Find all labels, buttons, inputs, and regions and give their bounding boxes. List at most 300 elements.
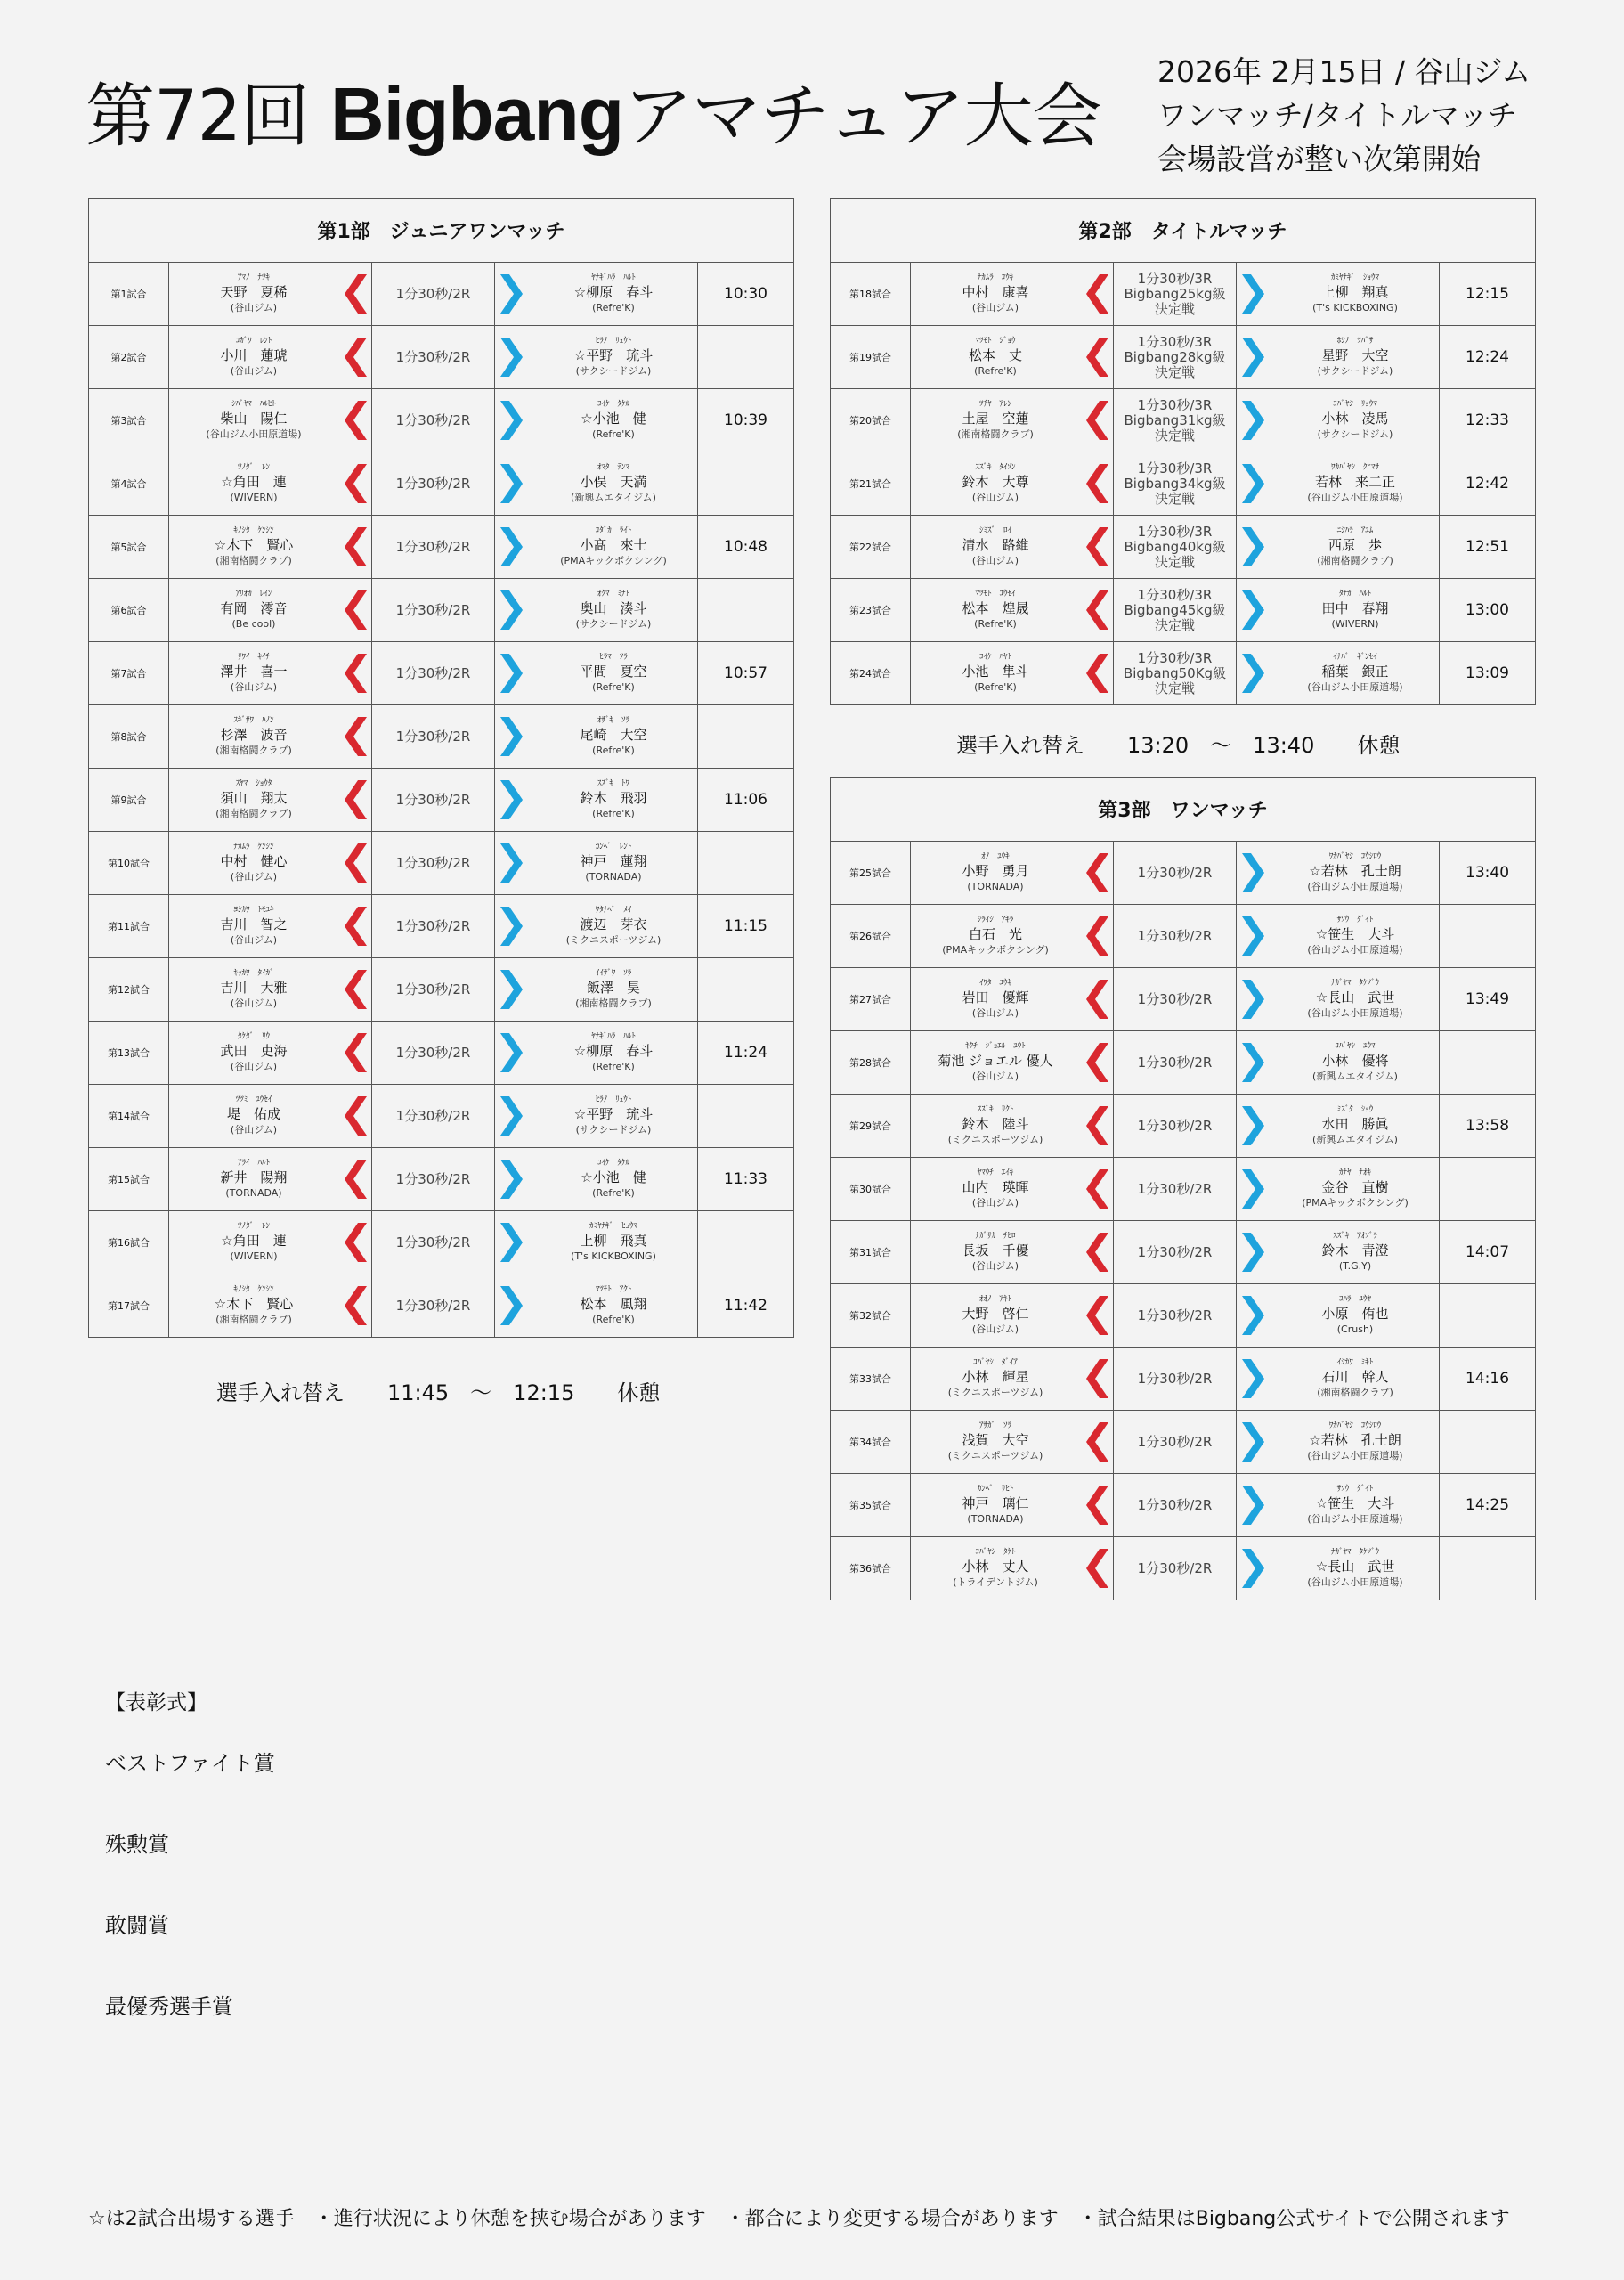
fighter-name: 中村 康喜 (962, 284, 1029, 300)
break-end: 12:15 (513, 1380, 575, 1405)
fighter-name: ☆小池 健 (581, 411, 646, 427)
fighter-gym: (サクシードジム) (1317, 428, 1393, 440)
match-rule: 1分30秒/2R (1114, 1474, 1237, 1537)
red-arrow-icon (1080, 916, 1114, 956)
blue-corner-arrow-cell (1237, 642, 1271, 704)
match-number: 第36試合 (831, 1537, 911, 1600)
red-arrow-icon (338, 654, 372, 693)
fighter-gym: (WIVERN) (230, 1250, 278, 1262)
fighter-name: 中村 健心 (220, 853, 288, 869)
blue-corner-arrow-cell (1237, 1411, 1271, 1473)
match-number: 第24試合 (831, 642, 911, 705)
blue-arrow-icon (1237, 274, 1271, 314)
fighter-kana: ｲｼｶﾜ ﾐｷﾄ (1336, 1358, 1374, 1367)
red-corner-fighter (911, 579, 1080, 641)
blue-arrow-icon (495, 717, 529, 756)
match-number: 第16試合 (89, 1211, 169, 1274)
red-corner-cell (911, 516, 1114, 579)
match-number: 第14試合 (89, 1085, 169, 1148)
blue-corner-cell (495, 1211, 698, 1274)
red-corner-cell (911, 1411, 1114, 1474)
fighter-kana: ｺﾀﾞｶ ﾗｲﾄ (595, 526, 632, 535)
blue-corner-cell (1237, 1031, 1440, 1095)
fighter-gym: (湘南格闘クラブ) (575, 998, 652, 1009)
red-arrow-icon (1080, 980, 1114, 1019)
fighter-gym: (Crush) (1336, 1323, 1374, 1335)
red-arrow-icon (1080, 527, 1114, 566)
break-start: 11:45 (387, 1380, 450, 1405)
red-corner-fighter (169, 516, 338, 578)
fighter-kana: ｵｸﾏ ﾐﾅﾄ (597, 590, 629, 598)
match-row (831, 905, 1536, 968)
fighter-kana: ﾀｹﾀﾞ ﾘｳ (237, 1032, 270, 1041)
blue-arrow-icon (1237, 590, 1271, 630)
break-sep: ～ (1210, 733, 1232, 758)
red-corner-fighter (169, 263, 338, 325)
fighter-kana: ﾋﾗﾉ ﾘｭｳﾄ (595, 1095, 632, 1104)
fighter-kana: ﾂﾉﾀﾞ ﾚﾝ (237, 463, 270, 472)
match-rule: 1分30秒/3R Bigbang28kg級 決定戦 (1114, 326, 1237, 389)
match-number: 第2試合 (89, 326, 169, 389)
red-corner-cell (169, 1022, 372, 1085)
red-corner-cell (169, 832, 372, 895)
fighter-gym: (Refre'K) (592, 1061, 635, 1072)
match-rule: 1分30秒/2R (1114, 1411, 1237, 1474)
fighter-name: ☆笹生 大斗 (1315, 926, 1395, 942)
red-corner-fighter (169, 1022, 338, 1084)
blue-arrow-icon (1237, 1169, 1271, 1209)
fighter-name: ☆笹生 大斗 (1315, 1495, 1395, 1511)
red-corner-arrow-cell (338, 705, 372, 768)
blue-corner-arrow-cell (1237, 516, 1271, 578)
match-number: 第12試合 (89, 958, 169, 1022)
match-row (831, 389, 1536, 452)
blue-arrow-icon (1237, 401, 1271, 440)
red-corner-arrow-cell (1080, 389, 1114, 452)
fighter-kana: ﾀﾅｶ ﾊﾙﾄ (1338, 590, 1371, 598)
fighter-name: 石川 幹人 (1321, 1369, 1389, 1385)
match-rule: 1分30秒/3R Bigbang50Kg級 決定戦 (1114, 642, 1237, 705)
blue-corner-fighter (1271, 1031, 1440, 1094)
event-date-venue: 2026年 2月15日 / 谷山ジム (1157, 54, 1531, 89)
match-rule: 1分30秒/2R (372, 705, 495, 769)
red-corner-arrow-cell (338, 958, 372, 1021)
red-corner-fighter (169, 642, 338, 704)
fighter-gym: (谷山ジム) (230, 998, 278, 1009)
blue-corner-fighter (1271, 1095, 1440, 1157)
fighter-kana: ｽﾔﾏ ｼｮｳﾀ (235, 779, 272, 788)
blue-corner-cell (1237, 452, 1440, 516)
match-time: 12:33 (1440, 389, 1536, 452)
blue-corner-fighter (1271, 1537, 1440, 1600)
match-row (89, 642, 794, 705)
match-time (1440, 1158, 1536, 1221)
break-sep: ～ (470, 1380, 492, 1405)
match-rule: 1分30秒/2R (372, 1274, 495, 1338)
fighter-gym: (T's KICKBOXING) (1312, 302, 1398, 314)
red-arrow-icon (338, 780, 372, 819)
red-arrow-icon (1080, 654, 1114, 693)
blue-corner-cell (495, 579, 698, 642)
fighter-gym: (T.G.Y) (1338, 1260, 1372, 1272)
fighter-name: 大野 啓仁 (962, 1306, 1029, 1322)
fighter-kana: ｱｻｶﾞ ｿﾗ (978, 1421, 1011, 1430)
fighter-kana: ｷﾉｼﾀ ｹﾝｼﾝ (233, 1285, 274, 1294)
match-row (831, 1158, 1536, 1221)
fighter-kana: ﾆｼﾊﾗ ｱﾕﾑ (1336, 526, 1374, 535)
blue-corner-cell (1237, 1158, 1440, 1221)
match-number: 第34試合 (831, 1411, 911, 1474)
red-corner-fighter (911, 1474, 1080, 1536)
fighter-gym: (TORNADA) (225, 1187, 282, 1199)
blue-corner-cell (1237, 1537, 1440, 1600)
blue-corner-fighter (529, 1274, 698, 1337)
red-corner-cell (169, 389, 372, 452)
fighter-name: 小髙 來士 (580, 537, 647, 553)
blue-corner-cell (1237, 1221, 1440, 1284)
match-number: 第30試合 (831, 1158, 911, 1221)
fighter-gym: (Refre'K) (592, 428, 635, 440)
fighter-kana: ｻﾜｲ ｷｲﾁ (237, 653, 270, 662)
match-number: 第10試合 (89, 832, 169, 895)
fighter-gym: (T's KICKBOXING) (571, 1250, 656, 1262)
fighter-gym: (湘南格闘クラブ) (215, 808, 292, 819)
match-time (698, 1085, 794, 1148)
match-rule: 1分30秒/3R Bigbang45kg級 決定戦 (1114, 579, 1237, 642)
match-time (698, 1211, 794, 1274)
fighter-name: 小野 勇月 (962, 863, 1029, 879)
blue-arrow-icon (1237, 1296, 1271, 1335)
blue-arrow-icon (495, 590, 529, 630)
fighter-name: 新井 陽翔 (220, 1169, 288, 1185)
fighter-kana: ｼﾗｲｼ ｱｷﾗ (977, 916, 1014, 924)
red-corner-cell (169, 895, 372, 958)
fighter-name: 杉澤 波音 (220, 727, 288, 743)
red-corner-fighter (911, 1221, 1080, 1283)
fighter-kana: ﾜｶﾊﾞﾔｼ ｺｳｼﾛｳ (1328, 852, 1382, 861)
fighter-kana: ﾂﾂﾐ ﾕｳｾｲ (235, 1095, 272, 1104)
red-corner-cell (169, 705, 372, 769)
red-corner-fighter (911, 263, 1080, 325)
section-3-table (830, 777, 1536, 1600)
fighter-gym: (ミクニスポーツジム) (947, 1387, 1043, 1398)
section-1-break (216, 1375, 660, 1406)
red-corner-cell (169, 1211, 372, 1274)
fighter-kana: ｶﾝﾍﾞ ﾘﾋﾄ (977, 1485, 1014, 1494)
match-number: 第17試合 (89, 1274, 169, 1338)
red-arrow-icon (338, 1160, 372, 1199)
match-row (831, 1095, 1536, 1158)
red-corner-arrow-cell (1080, 452, 1114, 515)
match-row (89, 1211, 794, 1274)
blue-arrow-icon (1237, 980, 1271, 1019)
fighter-gym: (谷山ジム小田原道場) (1307, 492, 1403, 503)
blue-corner-cell (495, 452, 698, 516)
fighter-kana: ｶﾐﾔﾅｷﾞ ﾋｭｳﾏ (589, 1222, 637, 1231)
blue-corner-arrow-cell (1237, 1284, 1271, 1347)
red-arrow-icon (1080, 1486, 1114, 1525)
fighter-gym: (PMAキックボクシング) (1302, 1197, 1409, 1209)
match-row (831, 516, 1536, 579)
fighter-kana: ﾅｶﾑﾗ ｹﾝｼﾝ (233, 843, 274, 851)
red-arrow-icon (338, 907, 372, 946)
red-corner-cell (911, 1031, 1114, 1095)
red-arrow-icon (1080, 464, 1114, 503)
match-row (831, 968, 1536, 1031)
fighter-kana: ｶﾝﾍﾞ ﾚﾝﾄ (595, 843, 632, 851)
match-time (698, 705, 794, 769)
fighter-name: 堤 佑成 (226, 1106, 280, 1122)
match-number: 第13試合 (89, 1022, 169, 1085)
blue-corner-cell (495, 769, 698, 832)
section-2-break (956, 728, 1400, 759)
section-2-table (830, 198, 1536, 705)
fighter-kana: ｺﾊﾞﾔｼ ﾀﾞｲｱ (973, 1358, 1018, 1367)
fighter-name: 上柳 飛真 (580, 1233, 647, 1249)
red-corner-arrow-cell (1080, 642, 1114, 704)
red-corner-fighter (911, 1031, 1080, 1094)
red-arrow-icon (338, 843, 372, 883)
fighter-gym: (谷山ジム) (971, 1197, 1019, 1209)
section-3-title: 第3部 ワンマッチ (831, 778, 1536, 842)
fighter-gym: (谷山ジム小田原道場) (1307, 944, 1403, 956)
red-corner-arrow-cell (1080, 1158, 1114, 1220)
blue-arrow-icon (495, 1286, 529, 1325)
match-number: 第27試合 (831, 968, 911, 1031)
blue-corner-arrow-cell (495, 326, 529, 388)
match-number: 第29試合 (831, 1095, 911, 1158)
fighter-name: 武田 吏海 (220, 1043, 288, 1059)
blue-corner-cell (495, 1022, 698, 1085)
fighter-kana: ｺｲｹ ﾊﾔﾄ (978, 653, 1011, 662)
match-number: 第1試合 (89, 263, 169, 326)
blue-corner-fighter (529, 642, 698, 704)
red-arrow-icon (338, 527, 372, 566)
fighter-name: ☆平野 琉斗 (573, 347, 654, 363)
fighter-kana: ﾂﾁﾔ ｱﾚﾝ (978, 400, 1011, 409)
fighter-name: 白石 光 (968, 926, 1022, 942)
blue-corner-cell (1237, 968, 1440, 1031)
match-row (89, 1022, 794, 1085)
match-time (698, 832, 794, 895)
fighter-name: 小林 丈人 (962, 1559, 1029, 1575)
break-label: 選手入れ替え (956, 733, 1084, 758)
fighter-name: 小林 輝星 (962, 1369, 1029, 1385)
fighter-gym: (サクシードジム) (575, 1124, 652, 1136)
red-arrow-icon (1080, 1296, 1114, 1335)
fighter-kana: ﾜｶﾊﾞﾔｼ ｺｳｼﾛｳ (1328, 1421, 1382, 1430)
fighter-name: 稲葉 銀正 (1321, 664, 1389, 680)
blue-corner-arrow-cell (495, 389, 529, 452)
blue-corner-arrow-cell (1237, 579, 1271, 641)
blue-corner-fighter (1271, 1348, 1440, 1410)
fighter-gym: (谷山ジム) (230, 1124, 278, 1136)
blue-corner-arrow-cell (1237, 1095, 1271, 1157)
red-corner-arrow-cell (338, 769, 372, 831)
fighter-name: 小原 侑也 (1321, 1306, 1389, 1322)
red-arrow-icon (1080, 1549, 1114, 1588)
red-corner-arrow-cell (1080, 579, 1114, 641)
section-1-table (88, 198, 794, 1338)
red-arrow-icon (338, 1096, 372, 1136)
blue-corner-fighter (1271, 642, 1440, 704)
match-row (89, 263, 794, 326)
match-rule: 1分30秒/2R (372, 263, 495, 326)
match-rule: 1分30秒/2R (372, 642, 495, 705)
red-corner-cell (911, 326, 1114, 389)
fighter-gym: (谷山ジム) (230, 681, 278, 693)
blue-corner-fighter (1271, 326, 1440, 388)
red-corner-fighter (169, 1148, 338, 1210)
match-number: 第22試合 (831, 516, 911, 579)
match-time: 10:39 (698, 389, 794, 452)
fighter-kana: ｲﾅﾊﾞ ｷﾞﾝｾｲ (1333, 653, 1377, 662)
blue-corner-arrow-cell (495, 1211, 529, 1274)
match-rule: 1分30秒/2R (1114, 1348, 1237, 1411)
blue-corner-cell (495, 1274, 698, 1338)
match-row (831, 842, 1536, 905)
blue-corner-fighter (1271, 579, 1440, 641)
match-rule: 1分30秒/2R (372, 579, 495, 642)
match-time (1440, 1537, 1536, 1600)
match-row (831, 1031, 1536, 1095)
blue-corner-arrow-cell (495, 1085, 529, 1147)
blue-corner-arrow-cell (495, 705, 529, 768)
red-arrow-icon (1080, 338, 1114, 377)
blue-corner-fighter (529, 452, 698, 515)
fighter-kana: ｽｽﾞｷ ｱｵｿﾞﾗ (1333, 1232, 1377, 1241)
fighter-gym: (ミクニスポーツジム) (947, 1450, 1043, 1462)
blue-arrow-icon (495, 464, 529, 503)
red-corner-cell (911, 968, 1114, 1031)
footer-notes: ☆は2試合出場する選手 ・進行状況により休憩を挟む場合があります ・都合により変更する場合があります ・試合結果はBigbang公式サイトで公開されます (88, 2208, 1510, 2230)
fighter-kana: ｲｲｻﾞﾜ ｿﾗ (595, 969, 632, 978)
blue-corner-fighter (529, 263, 698, 325)
fighter-name: ☆角田 連 (221, 1233, 287, 1249)
fighter-name: ☆長山 武世 (1315, 989, 1395, 1006)
award-mvp: 最優秀選手賞 (105, 1994, 233, 2019)
match-rule: 1分30秒/2R (1114, 905, 1237, 968)
match-time: 12:24 (1440, 326, 1536, 389)
blue-arrow-icon (495, 1033, 529, 1072)
fighter-gym: (Refre'K) (592, 1187, 635, 1199)
fighter-gym: (谷山ジム小田原道場) (1307, 681, 1403, 693)
fighter-kana: ｺﾊﾞﾔｼ ﾕｳﾏ (1335, 1042, 1376, 1051)
fighter-name: 須山 翔太 (220, 790, 288, 806)
match-row (89, 1085, 794, 1148)
fighter-gym: (TORNADA) (967, 1513, 1024, 1525)
red-corner-arrow-cell (1080, 905, 1114, 967)
red-corner-cell (169, 1274, 372, 1338)
blue-corner-arrow-cell (495, 832, 529, 894)
blue-corner-arrow-cell (1237, 1221, 1271, 1283)
red-corner-arrow-cell (1080, 516, 1114, 578)
fighter-name: ☆柳原 春斗 (573, 284, 654, 300)
match-number: 第6試合 (89, 579, 169, 642)
red-corner-fighter (169, 1085, 338, 1147)
fighter-gym: (サクシードジム) (1317, 365, 1393, 377)
fighter-kana: ｼﾐｽﾞ ﾛｲ (978, 526, 1011, 535)
match-time: 11:15 (698, 895, 794, 958)
match-number: 第21試合 (831, 452, 911, 516)
page-title (85, 61, 1101, 160)
fighter-kana: ﾏﾂﾓﾄ ｺｳｾｲ (975, 590, 1016, 598)
red-corner-fighter (911, 516, 1080, 578)
red-corner-arrow-cell (338, 1148, 372, 1210)
red-corner-fighter (911, 452, 1080, 515)
fighter-gym: (湘南格闘クラブ) (1317, 555, 1393, 566)
match-number: 第5試合 (89, 516, 169, 579)
red-arrow-icon (1080, 1359, 1114, 1398)
match-row (89, 1148, 794, 1211)
fighter-name: 松本 丈 (968, 347, 1022, 363)
red-corner-cell (911, 1474, 1114, 1537)
fighter-gym: (谷山ジム) (971, 1323, 1019, 1335)
blue-corner-arrow-cell (495, 769, 529, 831)
fighter-kana: ｺｲｹ ﾀｹﾙ (597, 400, 629, 409)
fighter-kana: ｺｶﾞﾜ ﾚﾝﾄ (235, 337, 272, 346)
fighter-kana: ｺｲｹ ﾀｹﾙ (597, 1159, 629, 1168)
blue-corner-cell (495, 832, 698, 895)
red-corner-arrow-cell (1080, 1284, 1114, 1347)
fighter-kana: ﾋﾗﾉ ﾘｭｳﾄ (595, 337, 632, 346)
match-time: 11:42 (698, 1274, 794, 1338)
fighter-kana: ｷｸﾁ ｼﾞｮｴﾙ ﾕｳﾄ (965, 1042, 1026, 1051)
match-rule: 1分30秒/2R (372, 452, 495, 516)
fighter-kana: ｺﾊﾞﾔｼ ﾀｹﾄ (975, 1548, 1016, 1557)
match-rule: 1分30秒/2R (1114, 968, 1237, 1031)
blue-corner-fighter (529, 1148, 698, 1210)
match-row (831, 326, 1536, 389)
match-row (831, 263, 1536, 326)
title-brand: Bigbang (330, 72, 624, 156)
match-row (89, 326, 794, 389)
blue-corner-cell (495, 895, 698, 958)
fighter-kana: ﾐｽﾞﾀ ｼｮｳ (1336, 1105, 1374, 1114)
red-corner-cell (911, 1284, 1114, 1348)
match-row (831, 1537, 1536, 1600)
red-corner-arrow-cell (338, 263, 372, 325)
fighter-gym: (谷山ジム) (230, 365, 278, 377)
fighter-kana: ﾅｶﾞﾔﾏ ﾀｹｿﾞｳ (1330, 1548, 1379, 1557)
red-corner-cell (169, 326, 372, 389)
blue-corner-arrow-cell (1237, 1537, 1271, 1600)
blue-corner-fighter (1271, 1158, 1440, 1220)
red-corner-fighter (169, 769, 338, 831)
blue-arrow-icon (1237, 1549, 1271, 1588)
match-time: 10:48 (698, 516, 794, 579)
fighter-name: 鈴木 陸斗 (962, 1116, 1029, 1132)
fighter-name: 山内 瑛暉 (962, 1179, 1029, 1195)
fighter-name: ☆木下 賢心 (214, 1296, 294, 1312)
red-corner-fighter (911, 1411, 1080, 1473)
match-row (89, 516, 794, 579)
blue-corner-fighter (529, 326, 698, 388)
fighter-name: 澤井 喜一 (220, 664, 288, 680)
match-time: 14:07 (1440, 1221, 1536, 1284)
fighter-kana: ｷｯｶﾜ ﾀｲｶﾞ (233, 969, 274, 978)
match-rule: 1分30秒/2R (372, 1022, 495, 1085)
match-row (831, 1284, 1536, 1348)
blue-corner-cell (495, 958, 698, 1022)
fighter-kana: ｽｽﾞｷ ﾀｲｿﾝ (975, 463, 1016, 472)
fighter-gym: (WIVERN) (230, 492, 278, 503)
fighter-gym: (Refre'K) (592, 302, 635, 314)
match-time: 13:58 (1440, 1095, 1536, 1158)
red-arrow-icon (1080, 1106, 1114, 1145)
red-corner-fighter (911, 968, 1080, 1030)
fighter-gym: (谷山ジム) (971, 492, 1019, 503)
